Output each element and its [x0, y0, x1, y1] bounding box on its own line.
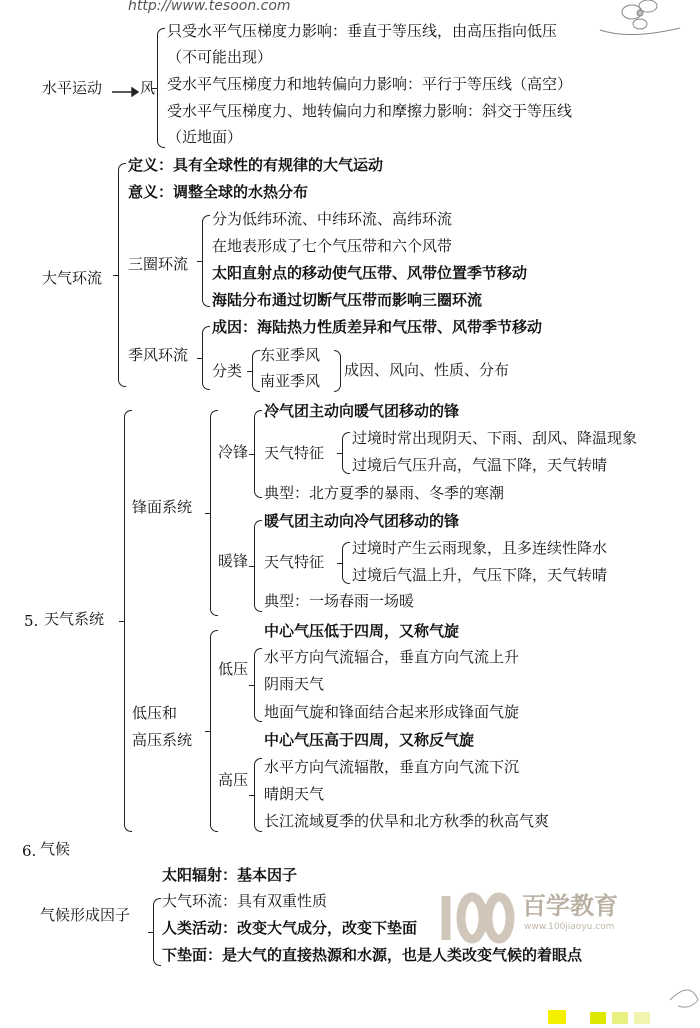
- pressure-system-label-1: 低压和: [132, 704, 178, 722]
- s6-number: 6.: [22, 842, 37, 860]
- warm-front-weather-2: 过境后气温上升，气压下降，天气转晴: [352, 566, 608, 584]
- watermark-logo-url: www.100jiaoyu.com: [524, 922, 615, 932]
- monsoon-bracket: [202, 326, 210, 390]
- monsoon-type-2: 南亚季风: [260, 372, 321, 390]
- low-pressure-center: 中心气压低于四周，又称气旋: [264, 622, 460, 640]
- low-pressure-label: 低压: [218, 660, 249, 678]
- s2-meaning: 意义：调整全球的水热分布: [128, 183, 309, 201]
- low-pressure-bracket: [254, 648, 262, 722]
- pressure-system-bracket: [210, 630, 218, 832]
- three-cell-item-2: 在地表形成了七个气压带和六个风带: [212, 237, 453, 255]
- s1-bracket: [157, 28, 165, 148]
- s1-mid-label: 风: [140, 79, 156, 97]
- flower-decoration-icon: [600, 0, 680, 35]
- three-cell-item-1: 分为低纬环流、中纬环流、高纬环流: [212, 210, 453, 228]
- arrow-icon: [112, 88, 138, 96]
- s5-bracket: [124, 410, 132, 832]
- s1-item-1: 只受水平气压梯度力影响：垂直于等压线，由高压指向低压: [167, 22, 558, 40]
- warm-front-weather-bracket: [342, 542, 350, 584]
- high-pressure-item-2: 晴朗天气: [264, 785, 325, 803]
- s6-bracket: [153, 898, 161, 966]
- high-pressure-item-3: 长江流域夏季的伏旱和北方秋季的秋高气爽: [264, 812, 550, 830]
- monsoon-type-1: 东亚季风: [260, 346, 321, 364]
- cold-front-weather-label: 天气特征: [264, 444, 325, 462]
- header-url: http://www.tesoon.com: [128, 0, 291, 14]
- cold-front-weather-2: 过境后气压升高，气温下降，天气转晴: [352, 456, 608, 474]
- monsoon-types-right-bracket: [334, 350, 341, 392]
- s1-item-3: 受水平气压梯度力和地转偏向力影响：平行于等压线（高空）: [167, 75, 573, 93]
- front-system-bracket: [210, 410, 218, 616]
- watermark-logo-number: [432, 878, 434, 879]
- s1-item-4: 受水平气压梯度力、地转偏向力和摩擦力影响：斜交于等压线: [167, 102, 573, 120]
- three-cell-bracket: [202, 215, 210, 307]
- warm-front-weather-label: 天气特征: [264, 553, 325, 571]
- s6-root-label: 气候形成因子: [40, 906, 131, 924]
- cold-front-label: 冷锋: [218, 443, 249, 461]
- cold-front-weather-bracket: [342, 432, 350, 474]
- high-pressure-item-1: 水平方向气流辐散，垂直方向气流下沉: [264, 758, 520, 776]
- pressure-system-label-2: 高压系统: [132, 731, 193, 749]
- monsoon-label: 季风环流: [128, 346, 189, 364]
- s5-number: 5.: [24, 612, 39, 630]
- swirl-decoration-icon: [670, 990, 698, 1007]
- monsoon-cause: 成因：海陆热力性质差异和气压带、风带季节移动: [212, 318, 543, 336]
- s1-item-2: （不可能出现）: [167, 48, 273, 66]
- watermark-logo-text: 百学教育: [522, 892, 618, 920]
- warm-front-label: 暖锋: [218, 552, 249, 570]
- s1-item-5: （近地面）: [167, 128, 243, 146]
- cold-front-weather-1: 过境时常出现阴天、下雨、刮风、降温现象: [352, 429, 638, 447]
- watermark-logo: [432, 878, 632, 958]
- high-pressure-center: 中心气压高于四周，又称反气旋: [264, 731, 475, 749]
- low-pressure-item-1: 水平方向气流辐合，垂直方向气流上升: [264, 648, 520, 666]
- monsoon-class-label: 分类: [212, 362, 243, 380]
- warm-front-weather-1: 过境时产生云雨现象，且多连续性降水: [352, 539, 608, 557]
- three-cell-item-3: 太阳直射点的移动使气压带、风带位置季节移动: [212, 264, 528, 282]
- monsoon-attrs: 成因、风向、性质、分布: [344, 361, 510, 379]
- high-pressure-label: 高压: [218, 771, 249, 789]
- warm-front-bracket: [254, 520, 262, 612]
- climate-factor-2: 大气环流：具有双重性质: [162, 892, 328, 910]
- s2-definition: 定义：具有全球性的有规律的大气运动: [128, 156, 384, 174]
- low-pressure-item-3: 地面气旋和锋面结合起来形成锋面气旋: [264, 703, 520, 721]
- warm-front-definition: 暖气团主动向冷气团移动的锋: [264, 512, 460, 530]
- cold-front-definition: 冷气团主动向暖气团移动的锋: [264, 402, 460, 420]
- cold-front-bracket: [254, 410, 262, 498]
- s1-root-label: 水平运动: [42, 79, 103, 97]
- s5-root-label: 天气系统: [44, 610, 105, 628]
- s6-title: 气候: [40, 840, 71, 858]
- three-cell-item-4: 海陆分布通过切断气压带而影响三圈环流: [212, 291, 483, 309]
- s2-bracket: [118, 163, 126, 387]
- high-pressure-bracket: [254, 758, 262, 832]
- front-system-label: 锋面系统: [132, 498, 193, 516]
- monsoon-class-bracket: [252, 350, 260, 392]
- color-blocks-decoration: [548, 1010, 650, 1024]
- s2-root-label: 大气环流: [42, 269, 103, 287]
- climate-factor-1: 太阳辐射：基本因子: [162, 866, 298, 884]
- low-pressure-item-2: 阴雨天气: [264, 675, 325, 693]
- warm-front-typical: 典型：一场春雨一场暖: [264, 592, 415, 610]
- climate-factor-4: 下垫面：是大气的直接热源和水源，也是人类改变气候的着眼点: [162, 946, 583, 964]
- cold-front-typical: 典型：北方夏季的暴雨、冬季的寒潮: [264, 484, 505, 502]
- climate-factor-3: 人类活动：改变大气成分，改变下垫面: [162, 919, 418, 937]
- three-cell-label: 三圈环流: [128, 255, 189, 273]
